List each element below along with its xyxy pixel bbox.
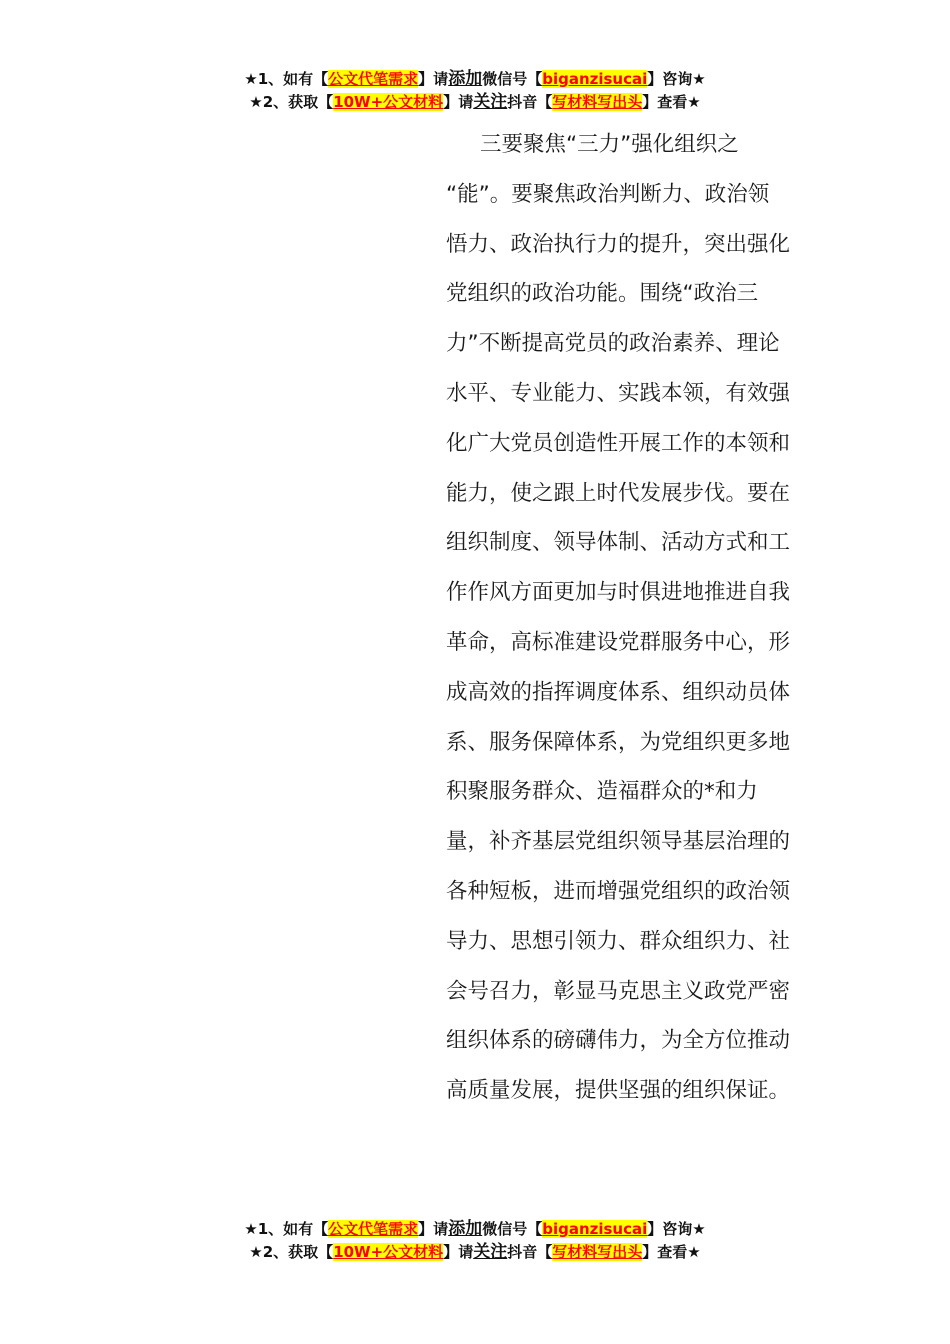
banner-text: ★2、获取【 <box>249 1243 334 1261</box>
banner-text: 】查看★ <box>642 93 701 111</box>
banner-text: 抖音【 <box>507 1243 553 1261</box>
paragraph-line: 各种短板，进而增强党组织的政治领 <box>446 878 791 904</box>
paragraph-line: 悟力、政治执行力的提升，突出强化 <box>446 231 791 257</box>
paragraph-line: 水平、专业能力、实践本领，有效强 <box>446 380 791 406</box>
service-highlight: 公文代笔需求 <box>328 1220 419 1238</box>
banner-line-1 <box>0 1218 950 1241</box>
douyin-id-highlight: 写材料写出头 <box>552 1243 643 1261</box>
top-banner <box>0 68 950 114</box>
paragraph-line: “能”。要聚焦政治判断力、政治领 <box>446 181 770 207</box>
paragraph-line: 积聚服务群众、造福群众的*和力 <box>446 779 758 805</box>
banner-line-1 <box>0 68 950 91</box>
banner-text: 】查看★ <box>642 1243 701 1261</box>
paragraph-line: 高质量发展，提供坚强的组织保证。 <box>446 1078 791 1104</box>
paragraph-line: 作作风方面更加与时俱进地推进自我 <box>446 580 791 606</box>
paragraph-line: 会号召力，彰显马克思主义政党严密 <box>446 978 791 1004</box>
banner-text: 】咨询★ <box>647 70 706 88</box>
wechat-id-highlight: biganzisucai <box>542 1220 648 1238</box>
banner-text: 】请 <box>443 1243 474 1261</box>
wechat-id-highlight: biganzisucai <box>542 70 648 88</box>
materials-highlight: 10W+公文材料 <box>333 1243 444 1261</box>
paragraph-line: 系、服务保障体系，为党组织更多地 <box>446 729 791 755</box>
document-body <box>446 120 808 1116</box>
banner-text: ★1、如有【 <box>244 70 329 88</box>
banner-line-2 <box>0 91 950 114</box>
banner-text: 抖音【 <box>507 93 553 111</box>
service-highlight: 公文代笔需求 <box>328 70 419 88</box>
materials-highlight: 10W+公文材料 <box>333 93 444 111</box>
paragraph-line: 组织制度、领导体制、活动方式和工 <box>446 530 791 556</box>
paragraph-line: 化广大党员创造性开展工作的本领和 <box>446 430 791 456</box>
banner-text: ★2、获取【 <box>249 93 334 111</box>
paragraph-line: 三要聚焦“三力”强化组织之 <box>480 132 739 157</box>
banner-text: 微信号【 <box>482 1220 543 1238</box>
banner-text: 微信号【 <box>482 70 543 88</box>
banner-emphasis: 关注 <box>473 1242 508 1262</box>
banner-text: 】请 <box>418 70 449 88</box>
douyin-id-highlight: 写材料写出头 <box>552 93 643 111</box>
banner-text: 】请 <box>443 93 474 111</box>
paragraph-line: 党组织的政治功能。围绕“政治三 <box>446 281 759 307</box>
banner-emphasis: 添加 <box>448 1219 483 1239</box>
banner-emphasis: 关注 <box>473 92 508 112</box>
paragraph-line: 量，补齐基层党组织领导基层治理的 <box>446 829 791 855</box>
paragraph-line: 成高效的指挥调度体系、组织动员体 <box>446 679 791 705</box>
paragraph-line: 组织体系的磅礴伟力，为全方位推动 <box>446 1028 791 1054</box>
banner-line-2 <box>0 1241 950 1264</box>
banner-text: 】咨询★ <box>647 1220 706 1238</box>
paragraph-line: 力”不断提高党员的政治素养、理论 <box>446 331 780 357</box>
banner-text: 】请 <box>418 1220 449 1238</box>
paragraph-line: 能力，使之跟上时代发展步伐。要在 <box>446 480 791 506</box>
banner-text: ★1、如有【 <box>244 1220 329 1238</box>
paragraph-line: 导力、思想引领力、群众组织力、社 <box>446 928 791 954</box>
banner-emphasis: 添加 <box>448 69 483 89</box>
paragraph-line: 革命，高标准建设党群服务中心，形 <box>446 629 791 655</box>
bottom-banner <box>0 1218 950 1264</box>
